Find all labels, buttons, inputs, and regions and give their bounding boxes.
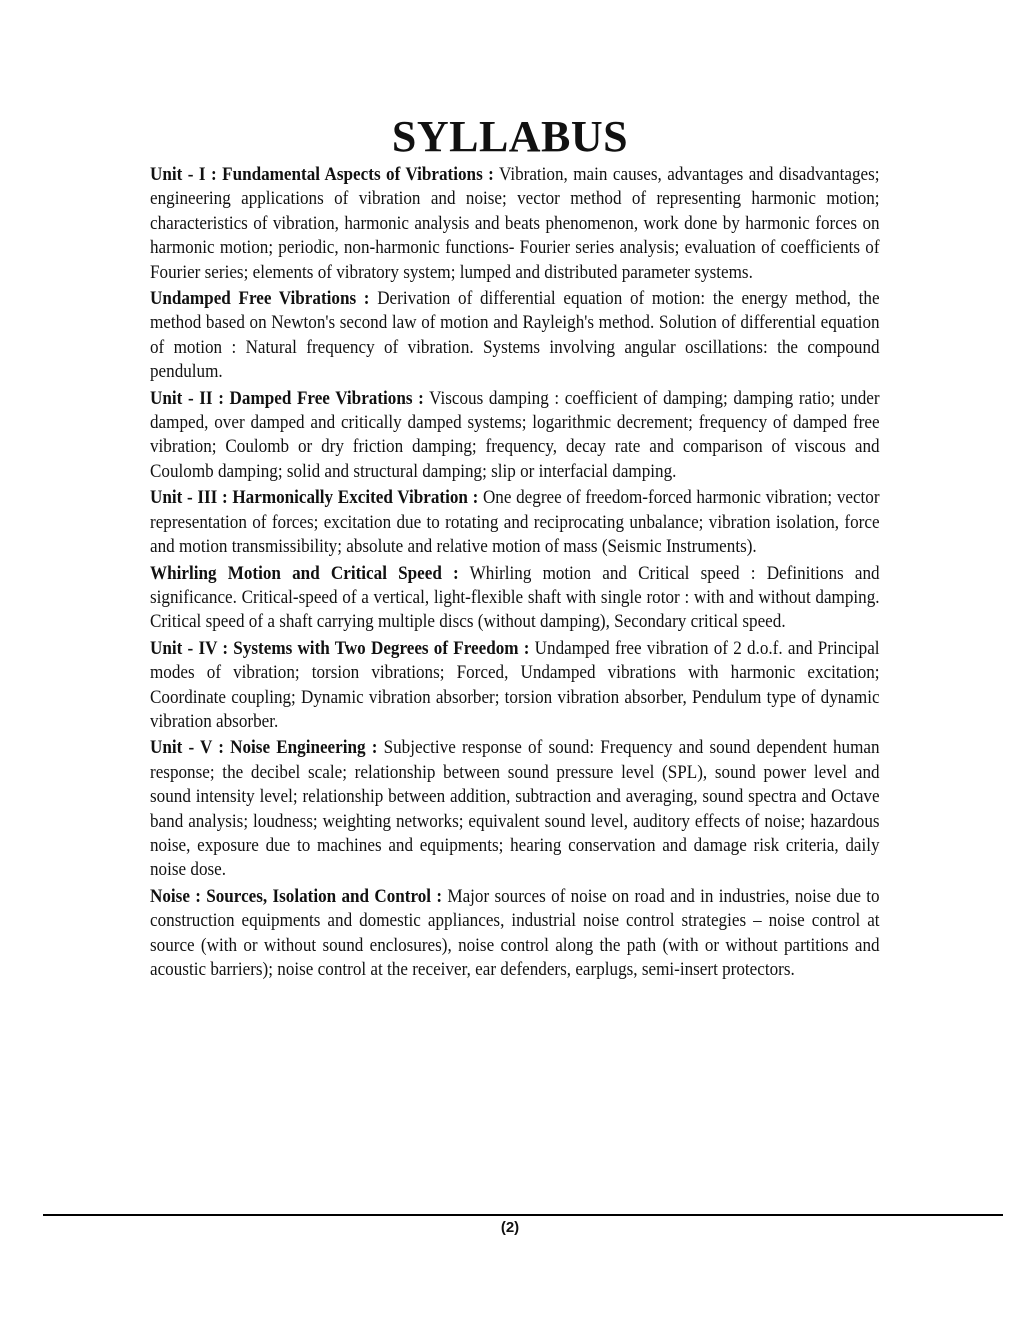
section-unit-2 [150, 387, 880, 485]
section-text: Derivation of differential equation of motion: the energy method, the method based on Newton's second law of motion and Rayleigh's method. Solution of differential equation of motion : Natural frequency of vibration. Systems involving angular oscillations: the compound pendulum. [150, 288, 880, 383]
section-text: One degree of freedom-forced harmonic vibration; vector representation of forces; excitation due to rotating and reciprocating unbalance; vibration isolation, force and motion transmissibility; absolute and relative motion of mass (Seismic Instruments). [150, 487, 880, 558]
section-noise-control [150, 885, 880, 983]
section-heading: Unit - V : Noise Engineering : [150, 737, 378, 759]
page-title: SYLLABUS [391, 112, 629, 161]
section-text: Viscous damping : coefficient of damping; damping ratio; under damped, over damped and critically damped systems; logarithmic decrement; frequency of damped free vibration; Coulomb or dry friction damping; frequency, decay rate and comparison of viscous and Coulomb damping; solid and structural damping; slip or interfacial damping. [150, 387, 880, 482]
section-text: Major sources of noise on road and in industries, noise due to construction equipments and domestic appliances, industrial noise control strategies – noise control at source (with or without sound enclosures), noise control along the path (with or without partitions and acoustic barriers); noise control at the receiver, ear defenders, earplugs, semi-insert protectors. [150, 885, 880, 980]
section-heading: Unit - IV : Systems with Two Degrees of Freedom : [150, 637, 530, 659]
footer-divider [43, 1214, 1003, 1216]
section-whirling-motion [150, 562, 880, 635]
section-heading: Unit - III : Harmonically Excited Vibration : [150, 487, 479, 509]
syllabus-body [150, 163, 880, 984]
section-text: Undamped free vibration of 2 d.o.f. and Principal modes of vibration; torsion vibrations; Forced, Undamped vibrations with harmonic excitation; Coordinate coupling; Dynamic vibration absorber; torsion vibration absorber, Pendulum type of dynamic vibration absorber. [150, 637, 880, 732]
section-heading: Undamped Free Vibrations : [150, 288, 370, 310]
page-number: (2) [500, 1219, 520, 1236]
section-text: Subjective response of sound: Frequency and sound dependent human response; the decibel scale; relationship between sound pressure level (SPL), sound power level and sound intensity level; relationship between addition, subtraction and averaging, sound spectra and Octave band analysis; loudness; weighting networks; equivalent sound level, auditory effects of noise; hazardous noise, exposure due to machines and equipments; hearing conservation and damage risk criteria, daily noise dose. [150, 737, 880, 881]
section-unit-5 [150, 736, 880, 882]
section-heading: Noise : Sources, Isolation and Control : [150, 885, 443, 907]
section-heading: Whirling Motion and Critical Speed : [150, 562, 459, 584]
section-unit-4 [150, 637, 880, 735]
section-unit-3 [150, 486, 880, 559]
section-heading: Unit - I : Fundamental Aspects of Vibrations : [150, 164, 494, 185]
section-undamped-free-vibrations [150, 287, 880, 385]
section-unit-1 [150, 163, 880, 285]
section-heading: Unit - II : Damped Free Vibrations : [150, 387, 424, 409]
section-text: Vibration, main causes, advantages and disadvantages; engineering applications of vibration and noise; vector method of representing harmonic motion; characteristics of vibration, harmonic analysis and beats phenomenon, work done by harmonic forces on harmonic motion; periodic, non-harmonic functions- Fourier series analysis; evaluation of coefficients of Fourier series; elements of vibratory system; lumped and distributed parameter systems. [150, 164, 880, 283]
section-text: Whirling motion and Critical speed : Definitions and significance. Critical-speed of a vertical, light-flexible shaft with single rotor : with and without damping. Critical speed of a shaft carrying multiple discs (without damping), Secondary critical speed. [150, 562, 880, 633]
